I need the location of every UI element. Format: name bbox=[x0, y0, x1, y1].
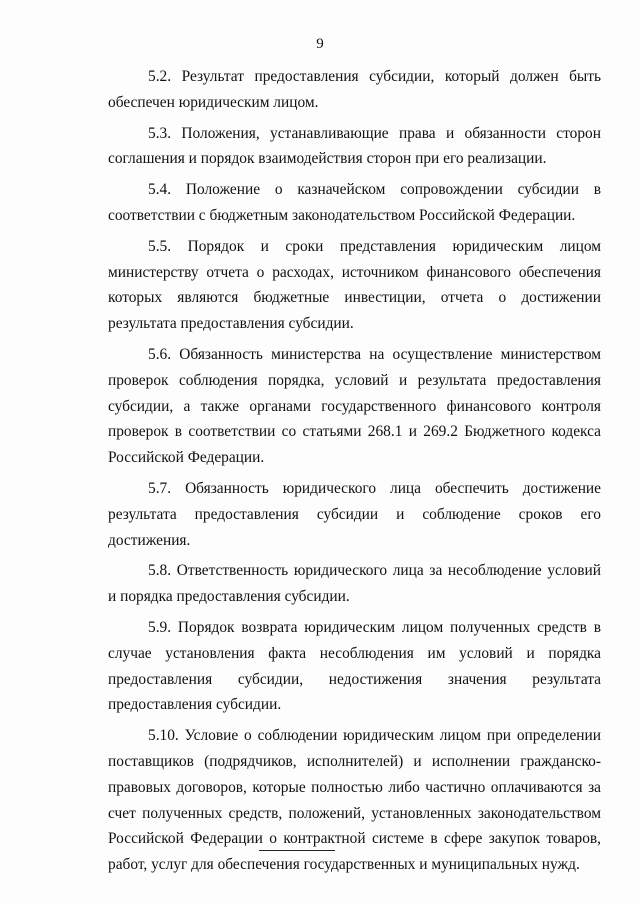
paragraph-5-7: 5.7. Обязанность юридического лица обеспечить достижение результата предоставления субсидии и соблюдение сроков его достижения. bbox=[108, 479, 601, 549]
page-number: 9 bbox=[316, 36, 324, 52]
paragraph-5-3: 5.3. Положения, устанавливающие права и обязанности сторон соглашения и порядок взаимодействия сторон при его реализации. bbox=[108, 124, 601, 168]
paragraph-5-5: 5.5. Порядок и сроки представления юридическим лицом министерству отчета о расходах, источником финансового обеспечения которых являются бюджетные инвестиции, отчета о достижении результата предоставления субсидии. bbox=[108, 237, 601, 333]
paragraph-5-10: 5.10. Условие о соблюдении юридическим лицом при определении поставщиков (подрядчиков, исполнителей) и исполнении гражданско-правовых договоров, которые полностью либо частично оплачиваются за счет полученных средств, положений, установленных законодательством Российской Федерации о контрактной системе в сфере закупок товаров, работ, услуг для обеспечения государственных и муниципальных нужд. bbox=[108, 727, 601, 874]
paragraph-5-9: 5.9. Порядок возврата юридическим лицом полученных средств в случае установления факта несоблюдения им условий и порядка предоставления субсидии, недостижения значения результата предоставления субсидии. bbox=[108, 618, 601, 714]
paragraph-5-4: 5.4. Положение о казначейском сопровождении субсидии в соответствии с бюджетным законодательством Российской Федерации. bbox=[108, 181, 601, 224]
document-body bbox=[108, 64, 601, 883]
paragraph-5-6: 5.6. Обязанность министерства на осуществление министерством проверок соблюдения порядка, условий и результата предоставления субсидии, а также органами государственного финансового контроля проверок в соответствии со статьями 268.1 и 269.2 Бюджетного кодекса Российской Федерации. bbox=[108, 345, 601, 467]
paragraph-5-8: 5.8. Ответственность юридического лица за несоблюдение условий и порядка предоставления субсидии. bbox=[108, 562, 601, 606]
paragraph-5-2: 5.2. Результат предоставления субсидии, который должен быть обеспечен юридическим лицом. bbox=[108, 68, 601, 111]
end-of-text-rule bbox=[259, 850, 335, 851]
